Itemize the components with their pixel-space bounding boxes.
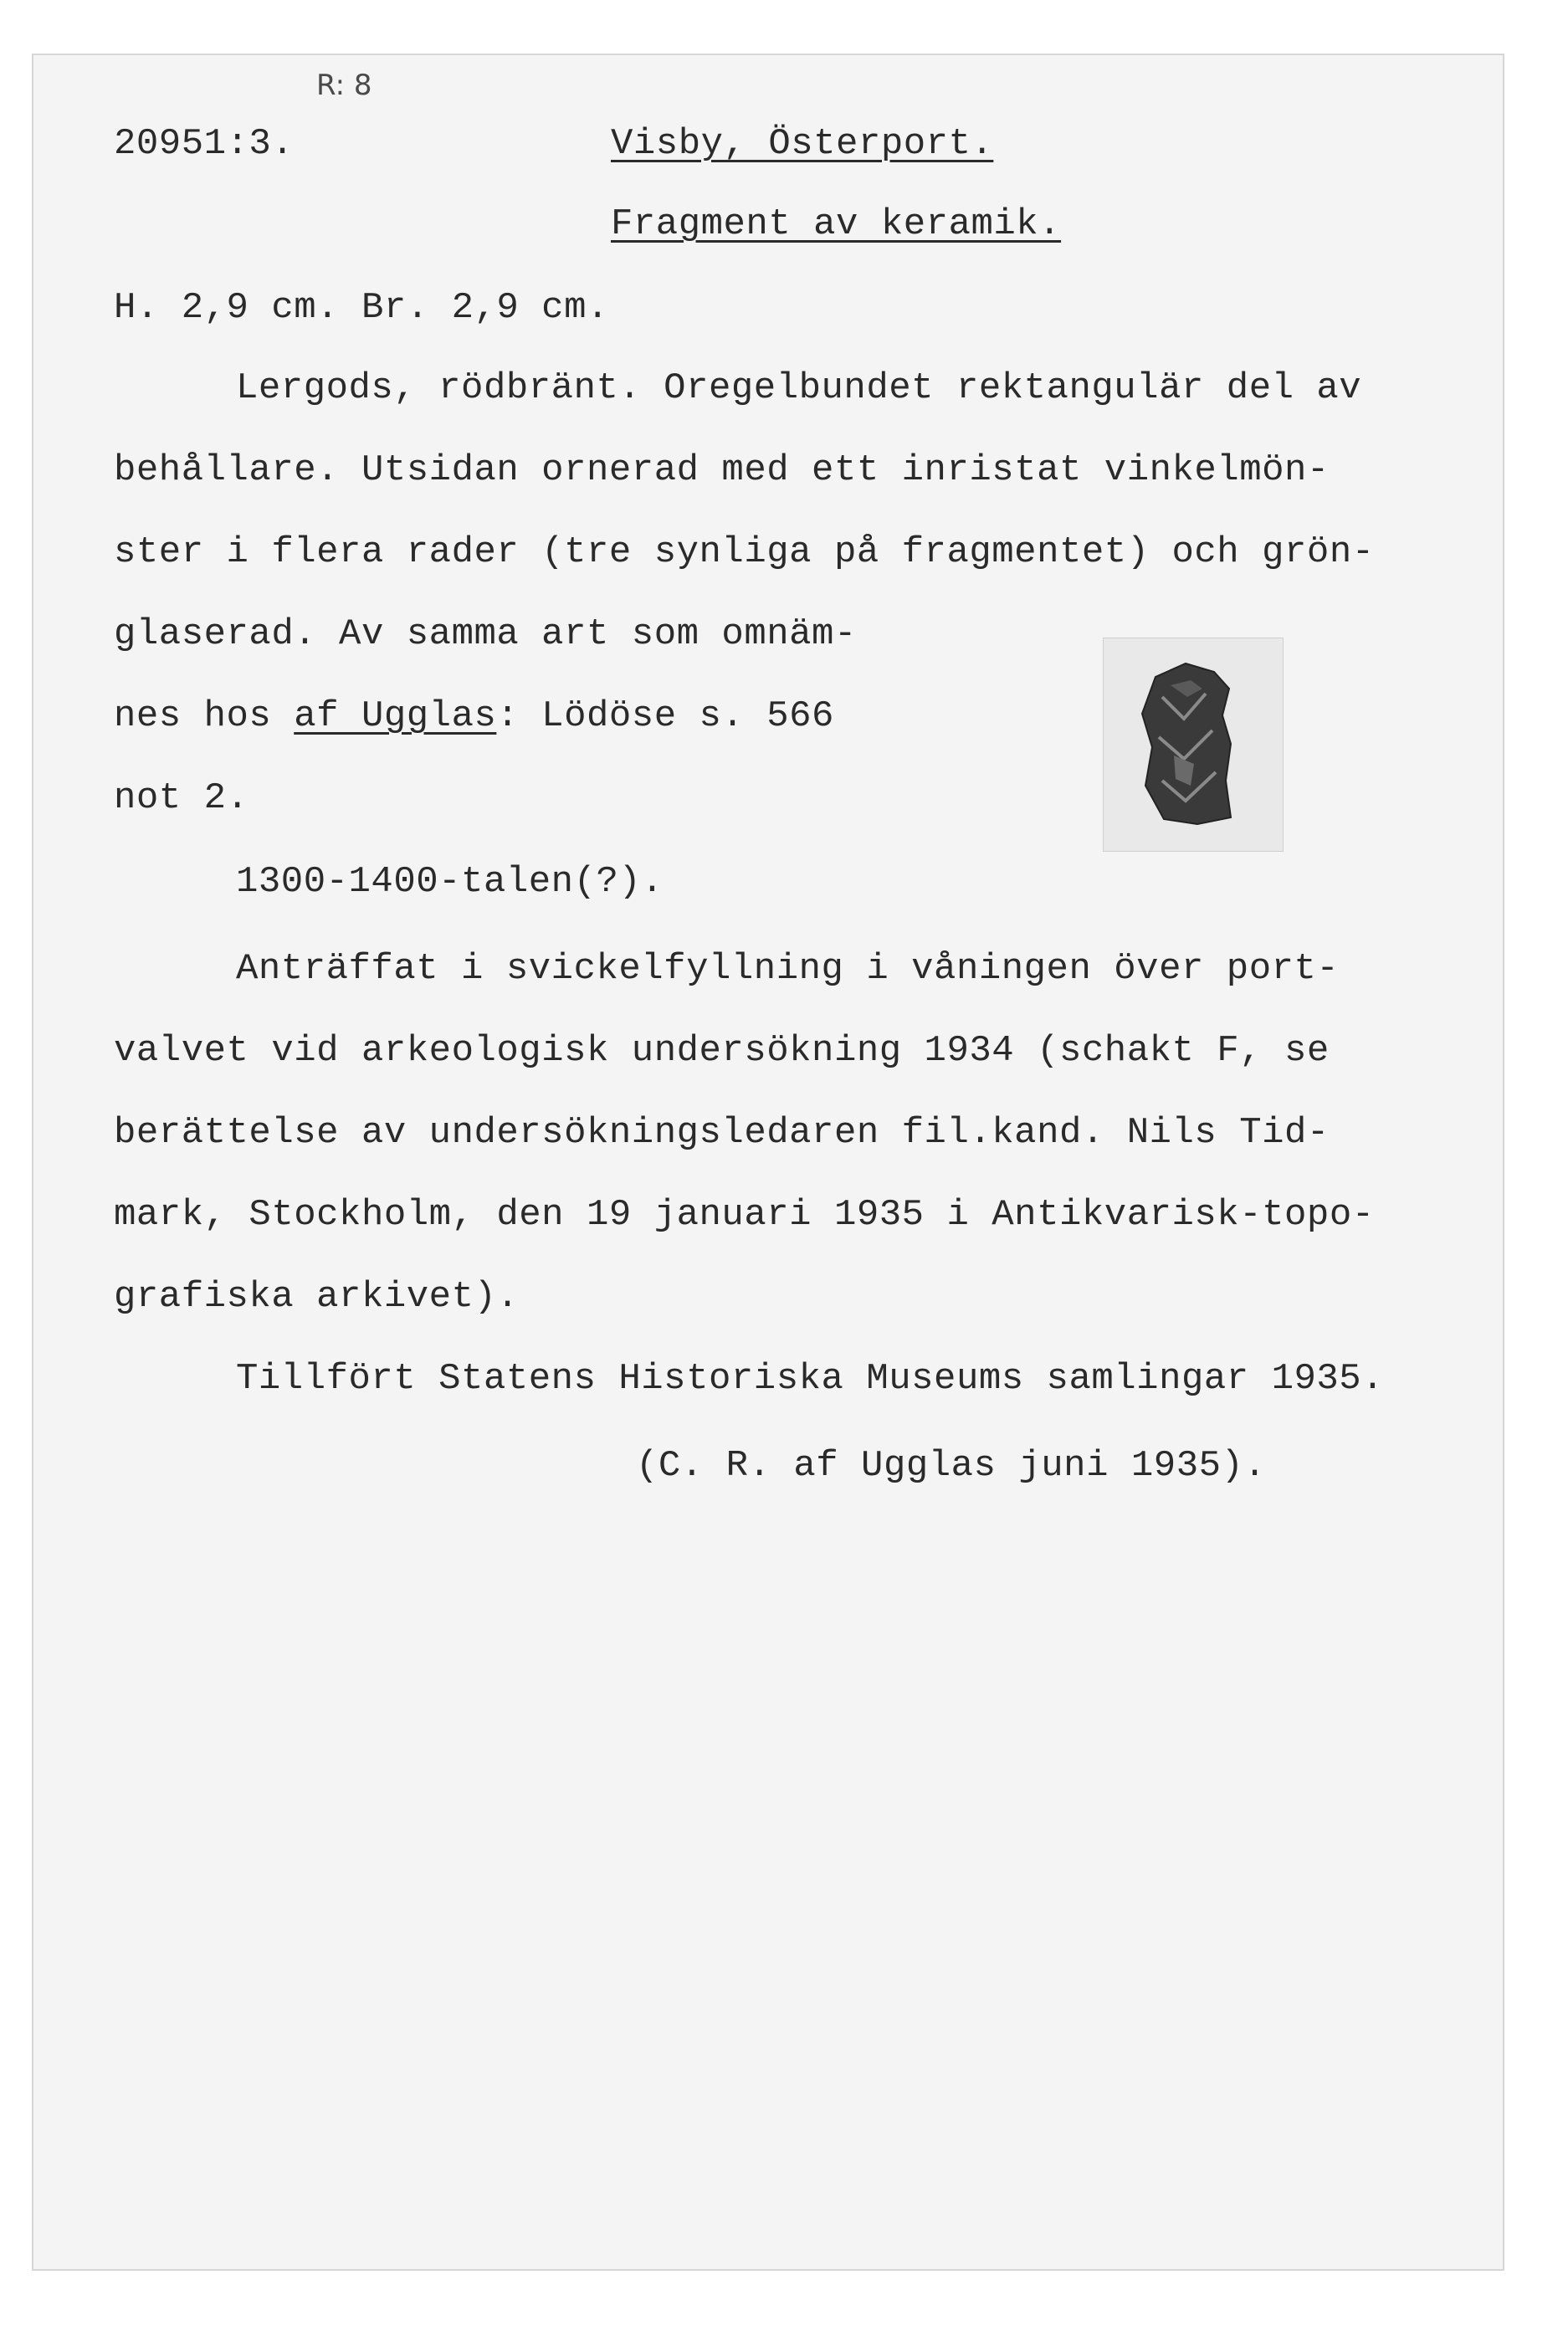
dating: 1300-1400-talen(?). (236, 861, 664, 903)
signature: (C. R. af Ugglas juni 1935). (636, 1445, 1267, 1487)
inventory-number: 20951:3. (114, 123, 295, 165)
reference-author: af Ugglas (294, 695, 497, 737)
description-line-3: ster i flera rader (tre synliga på fragmentet) och grön- (114, 531, 1375, 573)
dimensions: H. 2,9 cm. Br. 2,9 cm. (114, 287, 609, 329)
find-line-2: valvet vid arkeologisk undersökning 1934 (schakt F, se (114, 1030, 1330, 1072)
description-line-4: glaserad. Av samma art som omnäm- (114, 613, 857, 655)
location-heading: Visby, Österport. (611, 123, 994, 165)
find-line-5: grafiska arkivet). (114, 1276, 520, 1318)
fragment-image (1104, 638, 1284, 853)
object-title: Fragment av keramik. (611, 203, 1062, 245)
description-line-2: behållare. Utsidan ornerad med ett inristat vinkelmön- (114, 449, 1330, 491)
acquisition: Tillfört Statens Historiska Museums samlingar 1935. (236, 1358, 1385, 1400)
fragment-photo (1103, 638, 1284, 852)
find-line-3: berättelse av undersökningsledaren fil.kand. Nils Tid- (114, 1112, 1330, 1154)
description-line-1: Lergods, rödbränt. Oregelbundet rektangulär del av (236, 367, 1362, 409)
description-line-5-suffix: : Lödöse s. 566 (496, 695, 834, 737)
description-line-5 (114, 693, 834, 740)
handwritten-mark: R: 8 (316, 69, 372, 102)
description-line-6: not 2. (114, 777, 249, 819)
find-line-1: Anträffat i svickelfyllning i våningen över port- (236, 948, 1340, 990)
description-line-5-prefix: nes hos (114, 695, 295, 737)
find-line-4: mark, Stockholm, den 19 januari 1935 i Antikvarisk-topo- (114, 1194, 1375, 1236)
